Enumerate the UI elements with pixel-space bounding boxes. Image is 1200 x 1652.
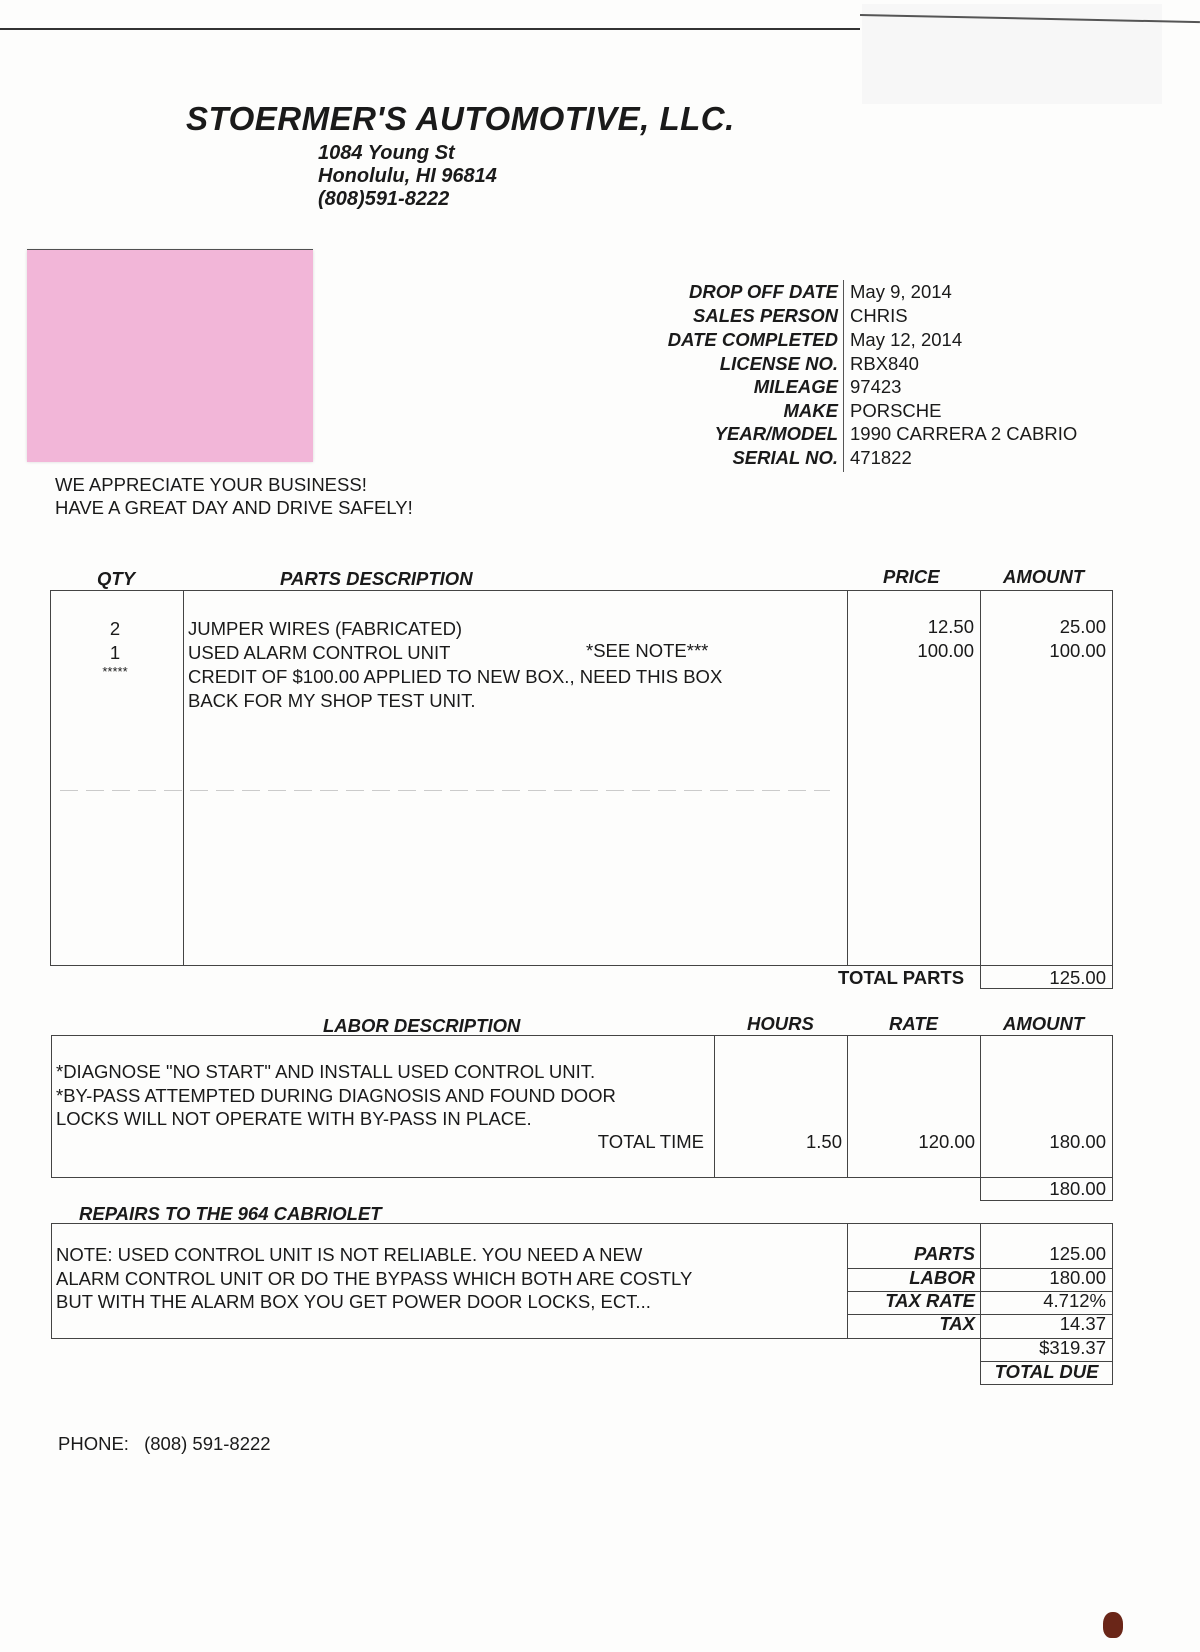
info-label-drop-off: DROP OFF DATE — [688, 281, 838, 302]
business-address — [318, 142, 497, 211]
parts-qty: 1 — [109, 642, 121, 663]
total-due-value: $319.37 — [1039, 1337, 1106, 1358]
info-label-license: LICENSE NO. — [719, 353, 838, 374]
total-time-label: TOTAL TIME — [597, 1131, 704, 1152]
top-rule — [0, 28, 860, 30]
labor-line: LOCKS WILL NOT OPERATE WITH BY-PASS IN PLACE. — [56, 1108, 532, 1129]
total-parts-value: 125.00 — [1049, 967, 1106, 988]
repairs-col-divider-1 — [847, 1223, 848, 1339]
labor-header-hours: HOURS — [747, 1013, 814, 1034]
parts-description: CREDIT OF $100.00 APPLIED TO NEW BOX., NEED THIS BOX — [188, 666, 723, 687]
info-value-make: PORSCHE — [850, 400, 942, 421]
labor-amount: 180.00 — [1049, 1131, 1106, 1152]
thanks-line-1: WE APPRECIATE YOUR BUSINESS! — [55, 474, 367, 495]
labor-rate: 120.00 — [918, 1131, 975, 1152]
summary-label-parts: PARTS — [914, 1243, 975, 1264]
parts-header-amount: AMOUNT — [1003, 566, 1085, 587]
repairs-title: REPAIRS TO THE 964 CABRIOLET — [79, 1203, 382, 1224]
labor-total-value: 180.00 — [1049, 1178, 1106, 1199]
footer-phone-label: PHONE: — [58, 1433, 129, 1454]
thanks-message — [55, 473, 413, 519]
sticky-note — [27, 250, 313, 462]
parts-price: 12.50 — [927, 616, 974, 637]
info-label-year-model: YEAR/MODEL — [714, 423, 838, 444]
labor-line: *DIAGNOSE "NO START" AND INSTALL USED CONTROL UNIT. — [56, 1061, 596, 1082]
repairs-note-line: ALARM CONTROL UNIT OR DO THE BYPASS WHICH BOTH ARE COSTLY — [56, 1268, 693, 1289]
info-value-license: RBX840 — [850, 353, 919, 374]
info-label-serial: SERIAL NO. — [732, 447, 838, 468]
labor-col-divider-1 — [714, 1035, 715, 1178]
parts-amount: 25.00 — [1059, 616, 1106, 637]
parts-price: 100.00 — [917, 640, 974, 661]
parts-col-divider-1 — [183, 590, 184, 966]
info-value-mileage: 97423 — [850, 376, 902, 397]
business-name: STOERMER'S AUTOMOTIVE, LLC. — [186, 100, 735, 137]
info-value-date-completed: May 12, 2014 — [850, 329, 963, 350]
scan-fold-line — [60, 790, 830, 791]
labor-hours: 1.50 — [805, 1131, 842, 1152]
parts-header-description: PARTS DESCRIPTION — [280, 568, 473, 589]
thanks-line-2: HAVE A GREAT DAY AND DRIVE SAFELY! — [55, 497, 413, 518]
info-label-date-completed: DATE COMPLETED — [667, 329, 838, 350]
summary-label-labor: LABOR — [909, 1267, 975, 1288]
parts-note: *SEE NOTE*** — [586, 640, 709, 661]
info-value-sales-person: CHRIS — [850, 305, 908, 326]
summary-label-tax-rate: TAX RATE — [885, 1290, 975, 1311]
repairs-note-line: BUT WITH THE ALARM BOX YOU GET POWER DOOR LOCKS, ECT... — [56, 1291, 651, 1312]
parts-description: USED ALARM CONTROL UNIT — [188, 642, 451, 663]
labor-header-description: LABOR DESCRIPTION — [323, 1015, 521, 1036]
parts-description: BACK FOR MY SHOP TEST UNIT. — [188, 690, 476, 711]
labor-line: *BY-PASS ATTEMPTED DURING DIAGNOSIS AND FOUND DOOR — [56, 1085, 616, 1106]
business-city: Honolulu, HI 96814 — [318, 165, 497, 187]
info-value-serial: 471822 — [850, 447, 912, 468]
business-street: 1084 Young St — [318, 142, 455, 164]
parts-description: JUMPER WIRES (FABRICATED) — [188, 618, 463, 639]
ink-stain — [1103, 1612, 1123, 1638]
info-label-mileage: MILEAGE — [753, 376, 838, 397]
footer-phone — [58, 1433, 271, 1455]
summary-label-tax: TAX — [939, 1313, 975, 1334]
summary-value-labor: 180.00 — [1049, 1267, 1106, 1288]
parts-qty: 2 — [109, 618, 121, 639]
summary-value-parts: 125.00 — [1049, 1243, 1106, 1264]
repairs-note-line: NOTE: USED CONTROL UNIT IS NOT RELIABLE. YOU NEED A NEW — [56, 1244, 643, 1265]
labor-header-rate: RATE — [889, 1013, 938, 1034]
parts-amount: 100.00 — [1049, 640, 1106, 661]
info-divider — [843, 280, 844, 472]
total-parts-label: TOTAL PARTS — [838, 967, 965, 988]
parts-qty: ***** — [102, 664, 128, 679]
info-label-make: MAKE — [783, 400, 838, 421]
total-due-label: TOTAL DUE — [994, 1361, 1099, 1382]
labor-col-divider-3 — [980, 1035, 981, 1178]
summary-value-tax-rate: 4.712% — [1043, 1290, 1106, 1311]
business-phone: (808)591-8222 — [318, 188, 450, 210]
parts-header-qty: QTY — [97, 568, 136, 589]
info-value-year-model: 1990 CARRERA 2 CABRIO — [850, 423, 1078, 444]
summary-value-tax: 14.37 — [1059, 1313, 1106, 1334]
footer-phone-value: (808) 591-8222 — [144, 1433, 271, 1454]
parts-header-price: PRICE — [883, 566, 940, 587]
labor-header-amount: AMOUNT — [1003, 1013, 1085, 1034]
labor-col-divider-2 — [847, 1035, 848, 1178]
info-label-sales-person: SALES PERSON — [693, 305, 838, 326]
info-value-drop-off: May 9, 2014 — [850, 281, 952, 302]
